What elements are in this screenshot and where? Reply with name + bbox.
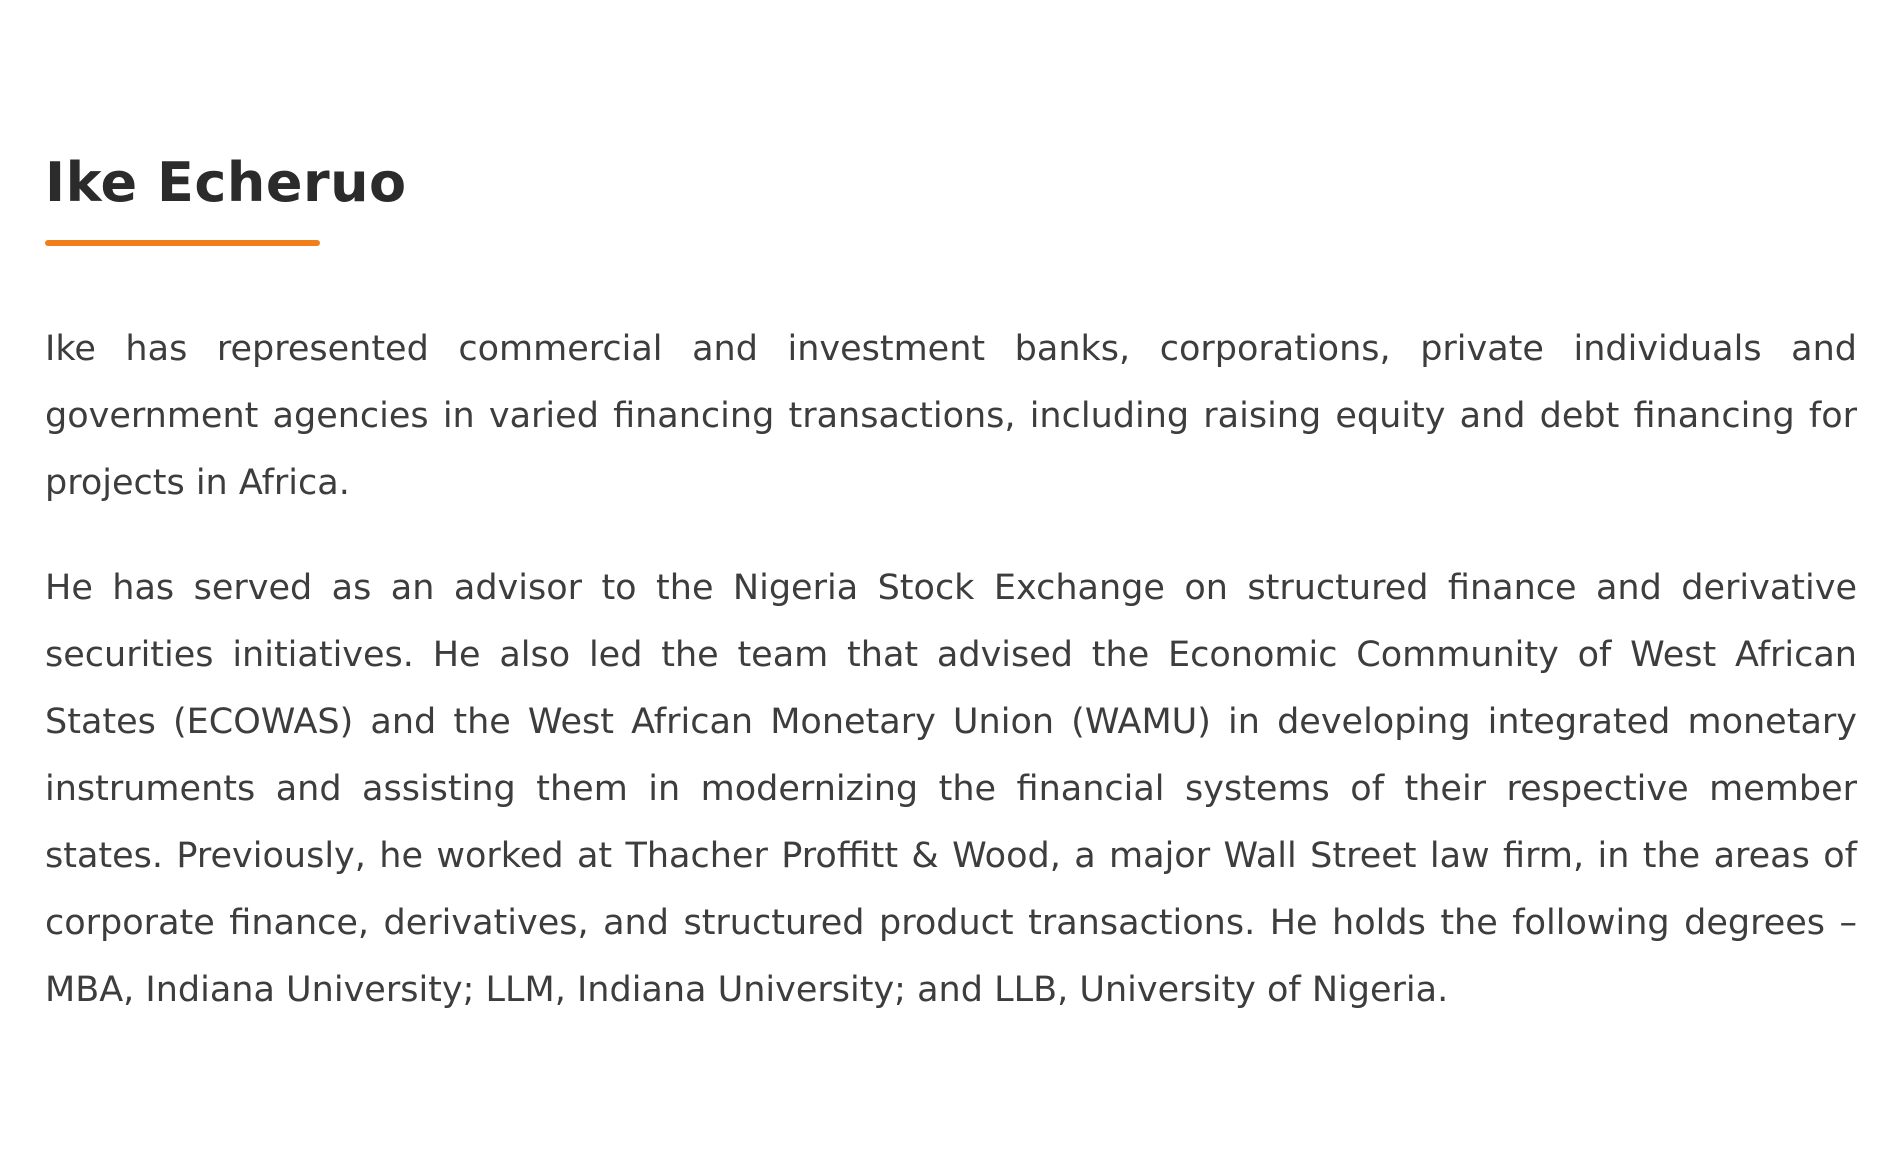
bio-body (45, 316, 1857, 1024)
person-name: Ike Echeruo (45, 151, 407, 214)
bio-paragraph: He has served as an advisor to the Nigeria Stock Exchange on structured finance and derivative securities initiatives. He also led the team that advised the Economic Community of West African States (ECOWAS) and the West African Monetary Union (WAMU) in developing integrated monetary instruments and assisting them in modernizing the financial systems of their respective member states. Previously, he worked at Thacher Proffitt & Wood, a major Wall Street law firm, in the areas of corporate finance, derivatives, and structured product transactions. He holds the following degrees – MBA, Indiana University; LLM, Indiana University; and LLB, University of Nigeria. (45, 568, 1857, 1010)
name-underline-accent (45, 240, 320, 246)
bio-paragraph: Ike has represented commercial and investment banks, corporations, private individuals and government agencies in varied financing transactions, including raising equity and debt financing for projects in Africa. (45, 329, 1857, 503)
profile-section (45, 150, 1857, 1062)
